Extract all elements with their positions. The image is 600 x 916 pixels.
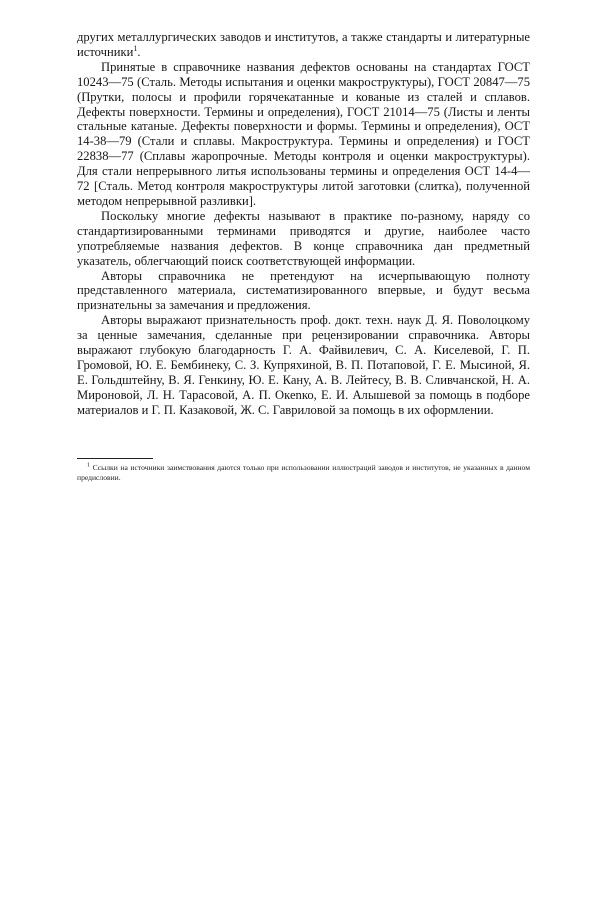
paragraph-disclaimer: Авторы справочника не претендуют на исчерпывающую полноту представленного материала, систематизированного впервые, и будут весьма признательны за замечания и предложения. [77,268,530,313]
paragraph-continuation [77,30,530,60]
paragraph-acknowledgements: Авторы выражают признательность проф. докт. техн. наук Д. Я. Поволоцкому за ценные замечания, сделанные при рецензировании справочника. Авторы выражают глубокую благодарность Г. А. Файвилевич, С. А. Киселевой, Г. П. Громовой, Ю. Е. Бембинеку, С. З. Купряхиной, В. П. Потаповой, Г. Е. Мысиной, Я. Е. Гольдштейну, В. Я. Генкину, Ю. Е. Кану, А. В. Лейтесу, В. В. Сливчанской, Н. А. Мироновой, Л. Н. Тарасовой, А. П. Океnко, Е. И. Алышевой за помощь в подборе материалов и Г. П. Казаковой, Ж. С. Гавриловой за помощь в их оформлении. [77,313,530,417]
footnote-reference: 1 [133,43,138,53]
main-text [77,30,530,418]
paragraph-standards: Принятые в справочнике названия дефектов основаны на стандартах ГОСТ 10243—75 (Сталь. Методы испытания и оценки макроструктуры), ГОСТ 20847—75 (Прутки, полосы и профили горячекатанные и кованые из сталей и сплавов. Дефекты поверхности. Термины и определения), ГОСТ 21014—75 (Листы и ленты стальные катаные. Дефекты поверхности и формы. Термины и определения), ОСТ 14-38—79 (Стали и сплавы. Макроструктура. Термины и определения) и ГОСТ 22838—77 (Сплавы жаропрочные. Методы контроля и оценки макроструктуры). Для стали непрерывного литья использованы термины и определения ОСТ 14-4—72 [Сталь. Метод контроля макроструктуры литой заготовки (слитка), полученной методом непрерывной разливки]. [77,59,530,208]
footnote-marker: 1 [87,462,90,469]
paragraph-period: . [137,44,141,59]
footnote [77,463,530,483]
footnote-divider [77,458,153,459]
paragraph-text: других металлургических заводов и институтов, а также стандарты и литературные источники [77,30,530,59]
paragraph-defect-names: Поскольку многие дефекты называют в практике по-разному, наряду со стандартизированными терминами приводятся и другие, наиболее часто употребляемые названия дефектов. В конце справочника дан предметный указатель, облегчающий поиск соответствующей информации. [77,208,530,268]
footnote-text: Ссылки на источники заимствования даются только при использовании иллюстраций заводов и институтов, не указанных в данном предисловии. [77,463,530,482]
